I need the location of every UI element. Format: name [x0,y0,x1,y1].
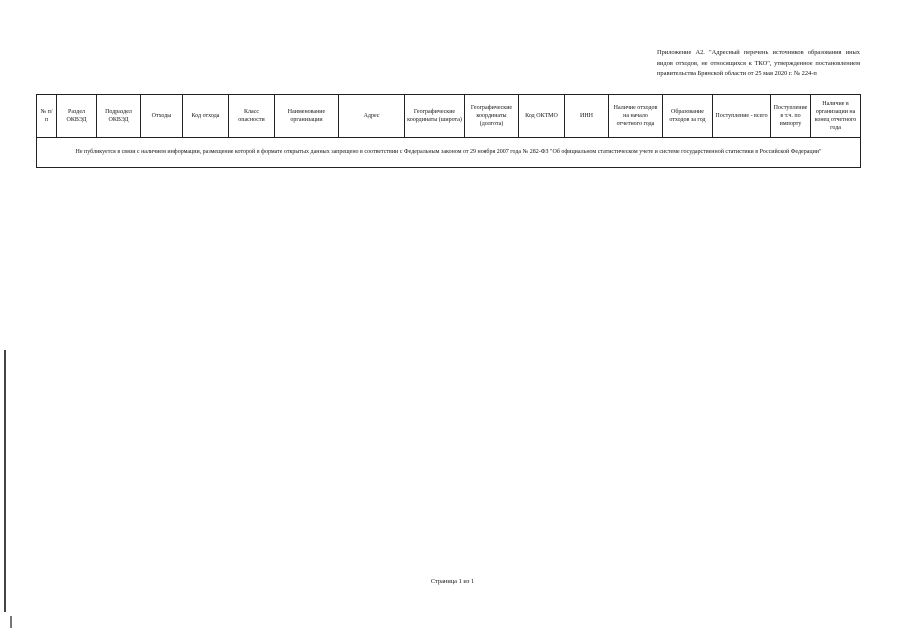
col-header-closing-balance: Наличие в организации на конец отчетного года [811,95,861,138]
header-row [37,95,861,138]
col-header-number: № п/п [37,95,57,138]
col-header-latitude: Географические координаты (широта) [405,95,465,138]
col-header-waste-code: Код отхода [183,95,229,138]
table-row [37,138,861,168]
col-header-oktmo: Код ОКТМО [519,95,565,138]
col-header-received-import: Поступление в т.ч. по импорту [771,95,811,138]
col-header-okved-section: Раздел ОКВЭД [57,95,97,138]
col-header-longitude: Географические координаты (долгота) [465,95,519,138]
page-number: Страница 1 из 1 [430,578,475,585]
appendix-note: Приложение А2. "Адресный перечень источников образования иных видов отходов, не относящихся к ТКО", утвержденное постановлением правительства Брянской области от 25 мая 2020 г. № 224-п [657,49,860,77]
col-header-received-total: Поступление - всего [713,95,771,138]
col-header-waste: Отходы [141,95,183,138]
scan-edge-mark [10,616,12,628]
col-header-hazard-class: Класс опасности [229,95,275,138]
sources-table [36,94,861,168]
col-header-organization-name: Наименование организации [275,95,339,138]
col-header-opening-balance: Наличие отходов на начало отчетного года [609,95,663,138]
not-published-notice: Не публикуется в связи с наличием информации, размещение которой в формате открытых данных запрещено в соответствии с Федеральным законом от 29 ноября 2007 года № 282-ФЗ "Об официальном статистическом учете и системе государственной статистики в Российской Федерации" [37,138,861,168]
col-header-address: Адрес [339,95,405,138]
col-header-okved-subsection: Подраздел ОКВЭД [97,95,141,138]
col-header-inn: ИНН [565,95,609,138]
col-header-generated: Образование отходов за год [663,95,713,138]
scan-edge-mark [4,350,6,612]
